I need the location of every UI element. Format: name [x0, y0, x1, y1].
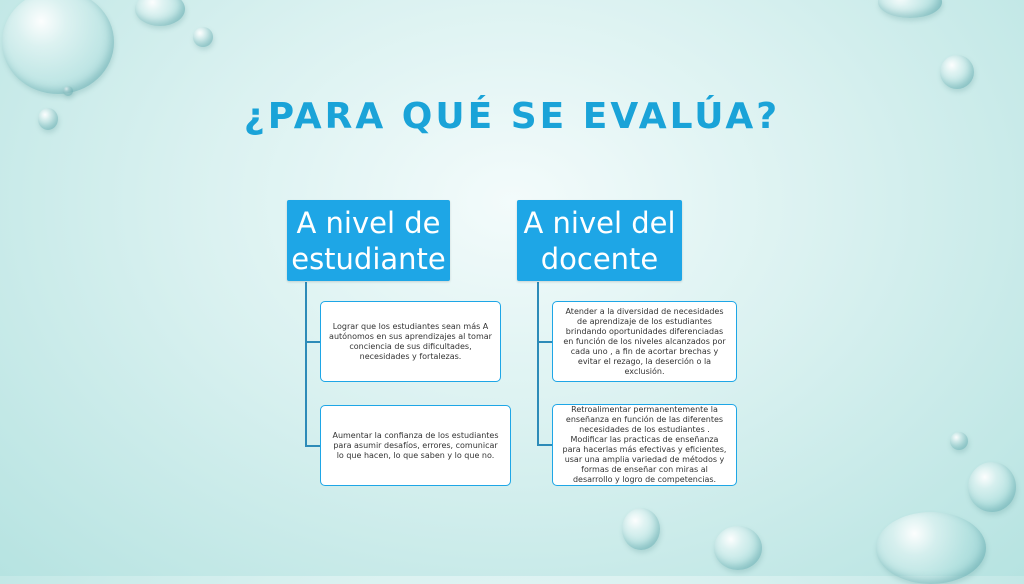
page-title: ¿PARA QUÉ SE EVALÚA? — [243, 96, 781, 137]
estudiante-item-2-text: Aumentar la confianza de los estudiantes para asumir desafíos, errores, comunicar lo que hacen, lo que saben y lo que no. — [332, 430, 499, 460]
estudiante-item-1 — [320, 301, 501, 382]
heading-docente — [517, 200, 682, 281]
connector-line — [537, 341, 552, 343]
docente-item-1 — [552, 301, 737, 382]
connector-line — [537, 444, 552, 446]
water-drop-decoration — [878, 0, 942, 18]
heading-estudiante-label: A nivel de estudiante — [291, 205, 446, 276]
water-drop-decoration — [2, 0, 114, 94]
heading-estudiante — [287, 200, 450, 281]
estudiante-item-1-text: Lograr que los estudiantes sean más A autónomos en sus aprendizajes al tomar conciencia de sus dificultades, necesidades y fortalezas. — [329, 321, 492, 361]
connector-line — [305, 445, 320, 447]
water-drop-decoration — [876, 512, 986, 584]
docente-item-2 — [552, 404, 737, 486]
docente-item-2-text: Retroalimentar permanentemente la enseñanza en función de las diferentes necesidades de los estudiantes . Modificar las practicas de enseñanza para hacerlas más efectivas y eficientes, usar una amplia variedad de métodos y formas de enseñar con miras al desarrollo y logro de competencias. — [562, 405, 727, 484]
water-drop-decoration — [193, 27, 213, 47]
connector-line — [537, 282, 539, 445]
water-drop-decoration — [950, 432, 968, 450]
water-drop-decoration — [63, 86, 73, 96]
water-drop-decoration — [940, 55, 974, 89]
docente-item-1-text: Atender a la diversidad de necesidades de aprendizaje de los estudiantes brindando oportunidades diferenciadas en función de los niveles alcanzados por cada uno , a fin de acortar brechas y evitar el rezago, la deserción o la exclusión. — [563, 306, 726, 376]
water-drop-decoration — [135, 0, 185, 26]
water-drop-decoration — [622, 508, 660, 550]
connector-line — [305, 341, 320, 343]
heading-docente-label: A nivel del docente — [523, 205, 676, 276]
water-drop-decoration — [714, 526, 762, 570]
estudiante-item-2 — [320, 405, 511, 486]
connector-line — [305, 282, 307, 446]
water-drop-decoration — [968, 462, 1016, 512]
